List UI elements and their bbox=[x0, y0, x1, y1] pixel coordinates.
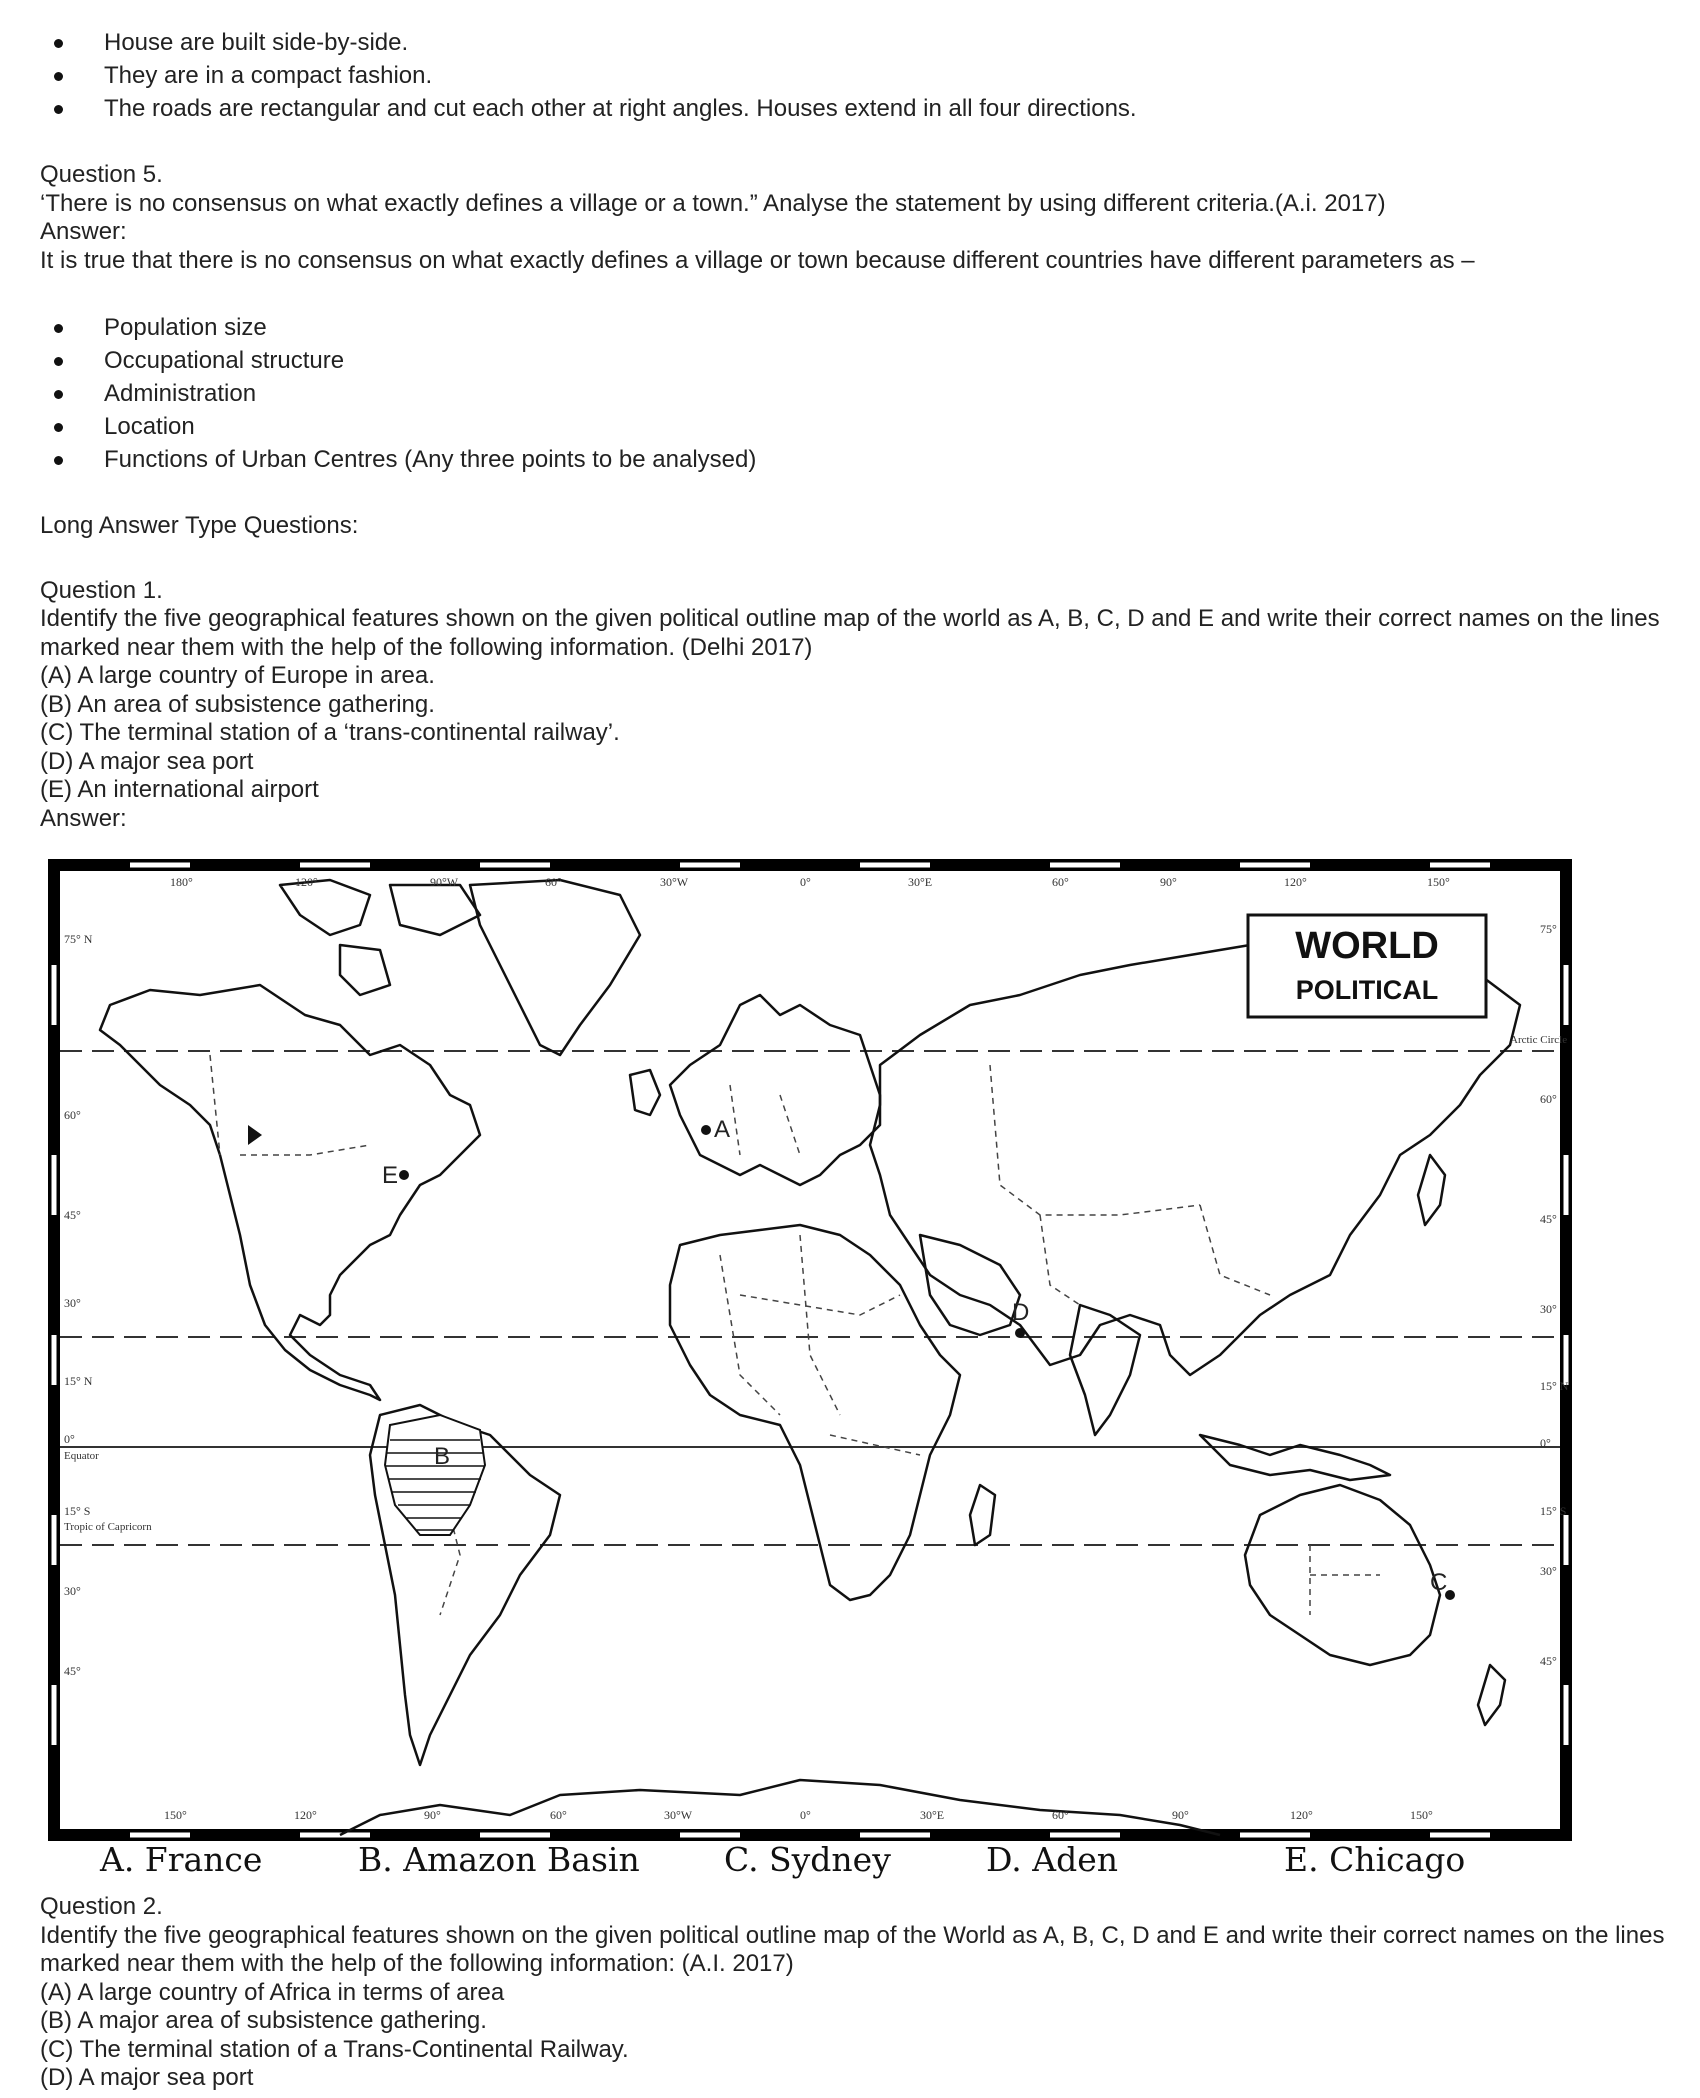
longitude-label: 60° bbox=[550, 1808, 567, 1822]
question-5-text: ‘There is no consensus on what exactly defines a village or a town.” Analyse the statement by using different criteria.(A.i. 2017) bbox=[40, 189, 1386, 217]
longitude-label: 120° bbox=[1284, 875, 1307, 889]
tropic-of-capricorn-label: Tropic of Capricorn bbox=[64, 1521, 152, 1533]
list-item: Population size bbox=[40, 311, 1670, 344]
section-heading: Long Answer Type Questions: bbox=[40, 512, 359, 539]
latitude-label: 30° bbox=[64, 1584, 81, 1598]
map-title: WORLD bbox=[1295, 925, 1439, 967]
latitude-label: 15° S bbox=[1540, 1504, 1567, 1518]
longitude-label: 150° bbox=[1427, 875, 1450, 889]
longitude-label: 30°W bbox=[660, 875, 689, 889]
question-1-item: (B) An area of subsistence gathering. bbox=[40, 690, 435, 718]
question-1-item: (D) A major sea port bbox=[40, 747, 254, 775]
latitude-label: 45° bbox=[1540, 1654, 1557, 1668]
question-2-block bbox=[40, 1893, 1670, 2093]
list-item: House are built side-by-side. bbox=[40, 26, 1670, 59]
marker-e-label: E bbox=[382, 1162, 399, 1189]
answer-d: D. Aden bbox=[986, 1840, 1118, 1879]
latitude-label: 15° S bbox=[64, 1504, 91, 1518]
latitude-label: 45° bbox=[1540, 1212, 1557, 1226]
longitude-label: 60° bbox=[545, 875, 562, 889]
arctic-circle-label: Arctic Circle bbox=[1510, 1034, 1568, 1046]
longitude-label: 90° bbox=[1172, 1808, 1189, 1822]
latitude-label: 0° bbox=[64, 1432, 75, 1446]
question-5-answer: It is true that there is no consensus on what exactly defines a village or town because different countries have different parameters as – bbox=[40, 246, 1475, 274]
longitude-label: 180° bbox=[170, 875, 193, 889]
marker-d-label: D bbox=[1012, 1299, 1030, 1326]
longitude-label: 120° bbox=[295, 875, 318, 889]
marker-c-label: C bbox=[1430, 1569, 1448, 1596]
question-2-heading: Question 2. bbox=[40, 1893, 163, 1920]
longitude-label: 120° bbox=[294, 1808, 317, 1822]
criteria-bullet-list bbox=[40, 311, 1670, 476]
longitude-label: 90° bbox=[424, 1808, 441, 1822]
list-item: Administration bbox=[40, 377, 1670, 410]
question-1-heading: Question 1. bbox=[40, 576, 163, 604]
latitude-label: 45° bbox=[64, 1664, 81, 1678]
list-item: Occupational structure bbox=[40, 344, 1670, 377]
question-5-heading: Question 5. bbox=[40, 161, 163, 188]
list-item: Functions of Urban Centres (Any three points to be analysed) bbox=[40, 443, 1670, 476]
document-body bbox=[40, 26, 1670, 833]
marker-a-label: A bbox=[714, 1116, 731, 1143]
longitude-label: 60° bbox=[1052, 1808, 1069, 1822]
marker-a-dot bbox=[701, 1125, 711, 1135]
map-svg bbox=[40, 855, 1580, 1855]
latitude-label: 15° N bbox=[64, 1374, 93, 1388]
question-1-text: Identify the five geographical features shown on the given political outline map of the world as A, B, C, D and E and write their correct names on the lines marked near them with the help of the following information. (Delhi 2017) bbox=[40, 605, 1660, 661]
latitude-label: 45° bbox=[64, 1208, 81, 1222]
answer-a: A. France bbox=[100, 1840, 263, 1879]
question-1-answer-label: Answer: bbox=[40, 804, 127, 832]
marker-d-dot bbox=[1015, 1328, 1025, 1338]
question-5-answer-label: Answer: bbox=[40, 218, 127, 245]
latitude-label: 75° N bbox=[64, 932, 93, 946]
answer-e: E. Chicago bbox=[1284, 1840, 1466, 1879]
longitude-label: 0° bbox=[800, 875, 811, 889]
latitude-label: 30° bbox=[1540, 1564, 1557, 1578]
answer-c: C. Sydney bbox=[724, 1840, 891, 1879]
longitude-label: 90° bbox=[1160, 875, 1177, 889]
question-2-item: (B) A major area of subsistence gathering. bbox=[40, 2007, 487, 2034]
list-item: They are in a compact fashion. bbox=[40, 59, 1670, 92]
latitude-label: 0° bbox=[1540, 1436, 1551, 1450]
longitude-label: 0° bbox=[800, 1808, 811, 1822]
question-1-item: (E) An international airport bbox=[40, 776, 319, 803]
longitude-label: 30°E bbox=[908, 875, 933, 889]
latitude-label: 60° bbox=[1540, 1092, 1557, 1106]
marker-e-dot bbox=[399, 1170, 409, 1180]
map-subtitle: POLITICAL bbox=[1295, 975, 1439, 1005]
longitude-label: 30°W bbox=[664, 1808, 693, 1822]
longitude-label: 60° bbox=[1052, 875, 1069, 889]
longitude-label: 150° bbox=[164, 1808, 187, 1822]
latitude-label: 30° bbox=[64, 1296, 81, 1310]
latitude-label: 60° bbox=[64, 1108, 81, 1122]
map-answer-key bbox=[40, 1840, 1580, 1888]
longitude-label: 150° bbox=[1410, 1808, 1433, 1822]
intro-bullet-list bbox=[40, 26, 1670, 125]
longitude-label: 120° bbox=[1290, 1808, 1313, 1822]
question-1-item: (A) A large country of Europe in area. bbox=[40, 662, 435, 689]
question-2-item: (D) A major sea port bbox=[40, 2064, 254, 2091]
list-item: The roads are rectangular and cut each other at right angles. Houses extend in all four directions. bbox=[40, 92, 1670, 125]
marker-b-label: B bbox=[434, 1443, 451, 1470]
longitude-label: 90°W bbox=[430, 875, 459, 889]
equator-label: Equator bbox=[64, 1450, 99, 1462]
question-1-item: (C) The terminal station of a ‘trans-continental railway’. bbox=[40, 719, 620, 746]
question-2-item: (C) The terminal station of a Trans-Continental Railway. bbox=[40, 2035, 629, 2063]
answer-b: B. Amazon Basin bbox=[358, 1840, 640, 1879]
list-item: Location bbox=[40, 410, 1670, 443]
latitude-label: 30° bbox=[1540, 1302, 1557, 1316]
world-political-map bbox=[40, 855, 1580, 1882]
question-2-text: Identify the five geographical features shown on the given political outline map of the World as A, B, C, D and E and write their correct names on the lines marked near them with the help of the following information: (A.I. 2017) bbox=[40, 1921, 1665, 1977]
question-2-item: (A) A large country of Africa in terms of area bbox=[40, 1978, 505, 2006]
latitude-label: 75° bbox=[1540, 922, 1557, 936]
latitude-label: 15° N bbox=[1540, 1379, 1569, 1393]
longitude-label: 30°E bbox=[920, 1808, 945, 1822]
